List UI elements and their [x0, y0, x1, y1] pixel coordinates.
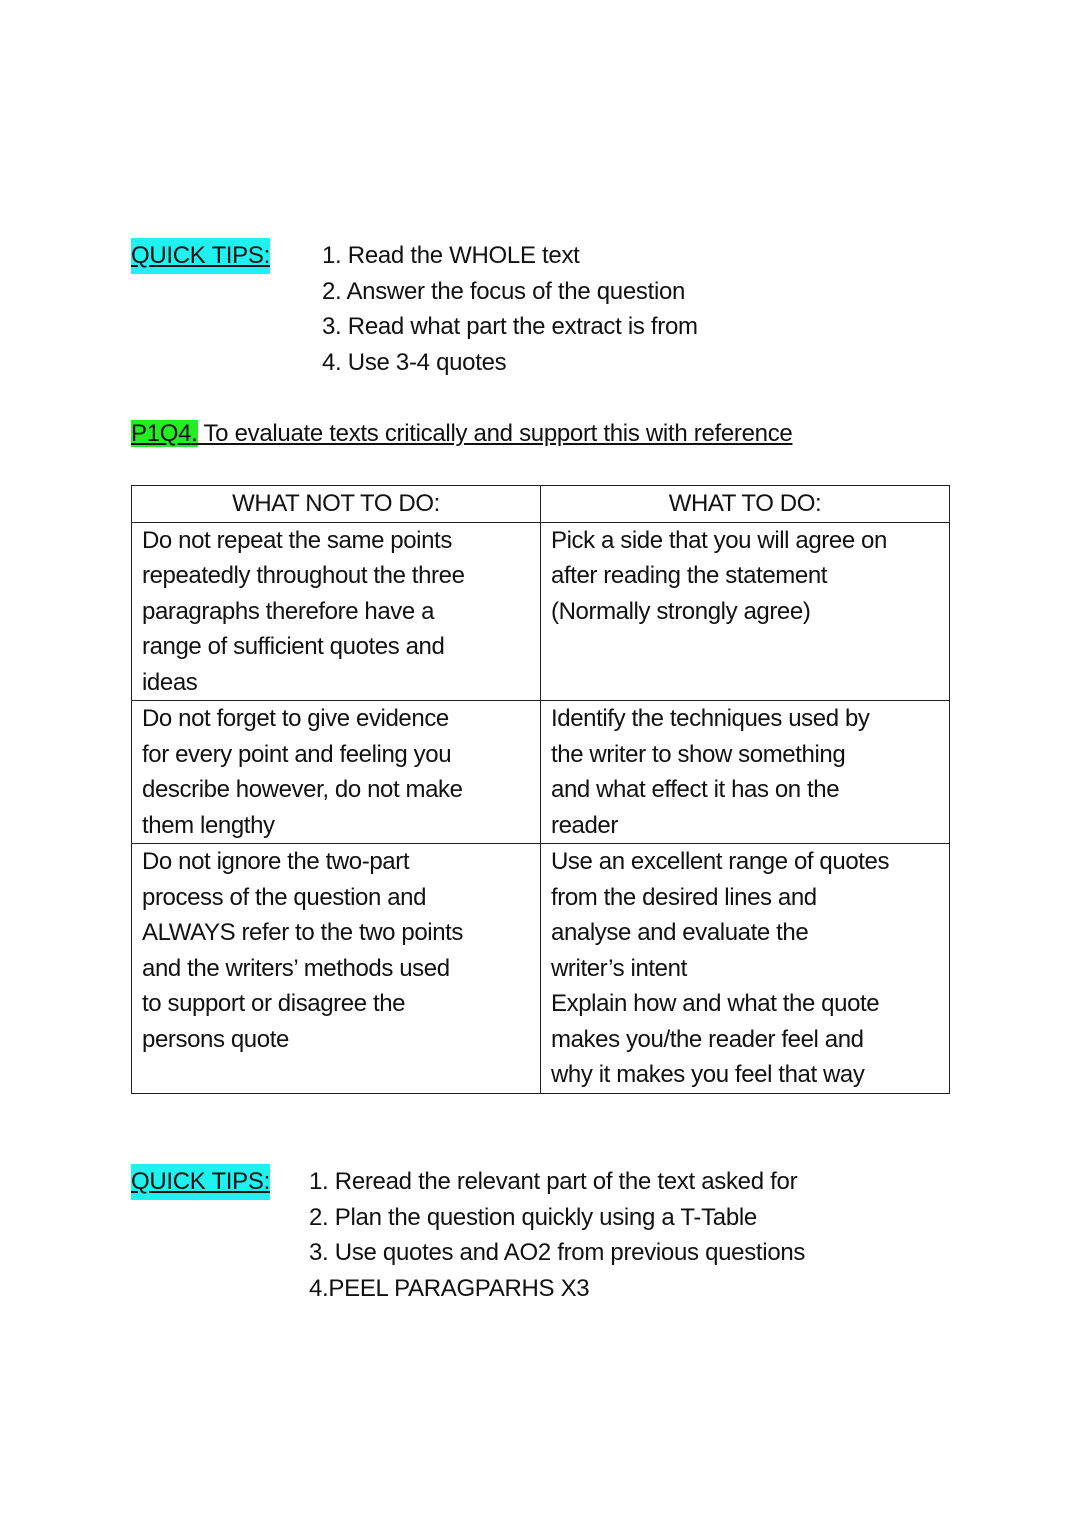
tip-item: 4.PEEL PARAGPARHS X3 — [309, 1274, 590, 1302]
header-what-to-do: WHAT TO DO: — [541, 486, 950, 523]
cell-line: them lengthy — [142, 811, 275, 839]
tip-item: 3. Read what part the extract is from — [322, 313, 698, 340]
not-to-do-cell — [132, 844, 541, 1094]
cell-line: (Normally strongly agree) — [551, 597, 811, 625]
cell-line: Do not repeat the same points — [142, 526, 452, 554]
table-row — [132, 522, 950, 701]
quick-tips-label: QUICK TIPS: — [131, 238, 270, 274]
to-do-cell — [541, 701, 950, 844]
question-code: P1Q4. — [131, 420, 198, 447]
to-do-cell — [541, 522, 950, 701]
cell-line: process of the question and — [142, 883, 427, 911]
tip-item: 1. Reread the relevant part of the text asked for — [309, 1168, 798, 1195]
tip-item: 1. Read the WHOLE text — [322, 242, 580, 269]
cell-line: the writer to show something — [551, 740, 846, 768]
section-heading — [131, 416, 792, 452]
cell-line: makes you/the reader feel and — [551, 1025, 864, 1053]
cell-line: Do not ignore the two-part — [142, 848, 410, 875]
cell-line: why it makes you feel that way — [551, 1061, 865, 1088]
table-row — [132, 701, 950, 844]
cell-line: for every point and feeling you — [142, 740, 452, 768]
cell-line: and the writers’ methods used — [142, 954, 450, 982]
not-to-do-cell — [132, 522, 541, 701]
tip-item: 3. Use quotes and AO2 from previous questions — [309, 1239, 806, 1266]
cell-line: persons quote — [142, 1025, 289, 1053]
cell-line: describe however, do not make — [142, 776, 463, 803]
tip-item: 2. Plan the question quickly using a T-Table — [309, 1203, 757, 1231]
cell-line: Explain how and what the quote — [551, 990, 880, 1017]
cell-line: ideas — [142, 668, 198, 696]
cell-line: Use an excellent range of quotes — [551, 848, 890, 875]
cell-line: repeatedly throughout the three — [142, 562, 465, 589]
cell-line: analyse and evaluate the — [551, 919, 809, 946]
cell-line: Do not forget to give evidence — [142, 705, 449, 732]
heading-text: To evaluate texts critically and support this with reference — [197, 420, 793, 447]
cell-line: ALWAYS refer to the two points — [142, 919, 464, 946]
tip-item: 4. Use 3-4 quotes — [322, 348, 507, 376]
to-do-cell — [541, 844, 950, 1094]
cell-line: and what effect it has on the — [551, 776, 840, 803]
header-what-not-to-do: WHAT NOT TO DO: — [132, 486, 541, 523]
quick-tips-label-2: QUICK TIPS: — [131, 1164, 270, 1200]
cell-line: Identify the techniques used by — [551, 705, 870, 732]
cell-line: range of sufficient quotes and — [142, 633, 445, 660]
cell-line: to support or disagree the — [142, 990, 406, 1017]
tip-item: 2. Answer the focus of the question — [322, 277, 686, 305]
cell-line: writer’s intent — [551, 954, 687, 982]
cell-line: after reading the statement — [551, 562, 828, 589]
do-dont-table — [131, 485, 950, 1094]
not-to-do-cell — [132, 701, 541, 844]
table-row — [132, 844, 950, 1094]
quick-tips-list — [322, 238, 698, 380]
cell-line: paragraphs therefore have a — [142, 597, 435, 625]
cell-line: reader — [551, 811, 618, 839]
quick-tips-list-2 — [309, 1164, 805, 1306]
cell-line: Pick a side that you will agree on — [551, 526, 887, 554]
cell-line: from the desired lines and — [551, 883, 817, 911]
